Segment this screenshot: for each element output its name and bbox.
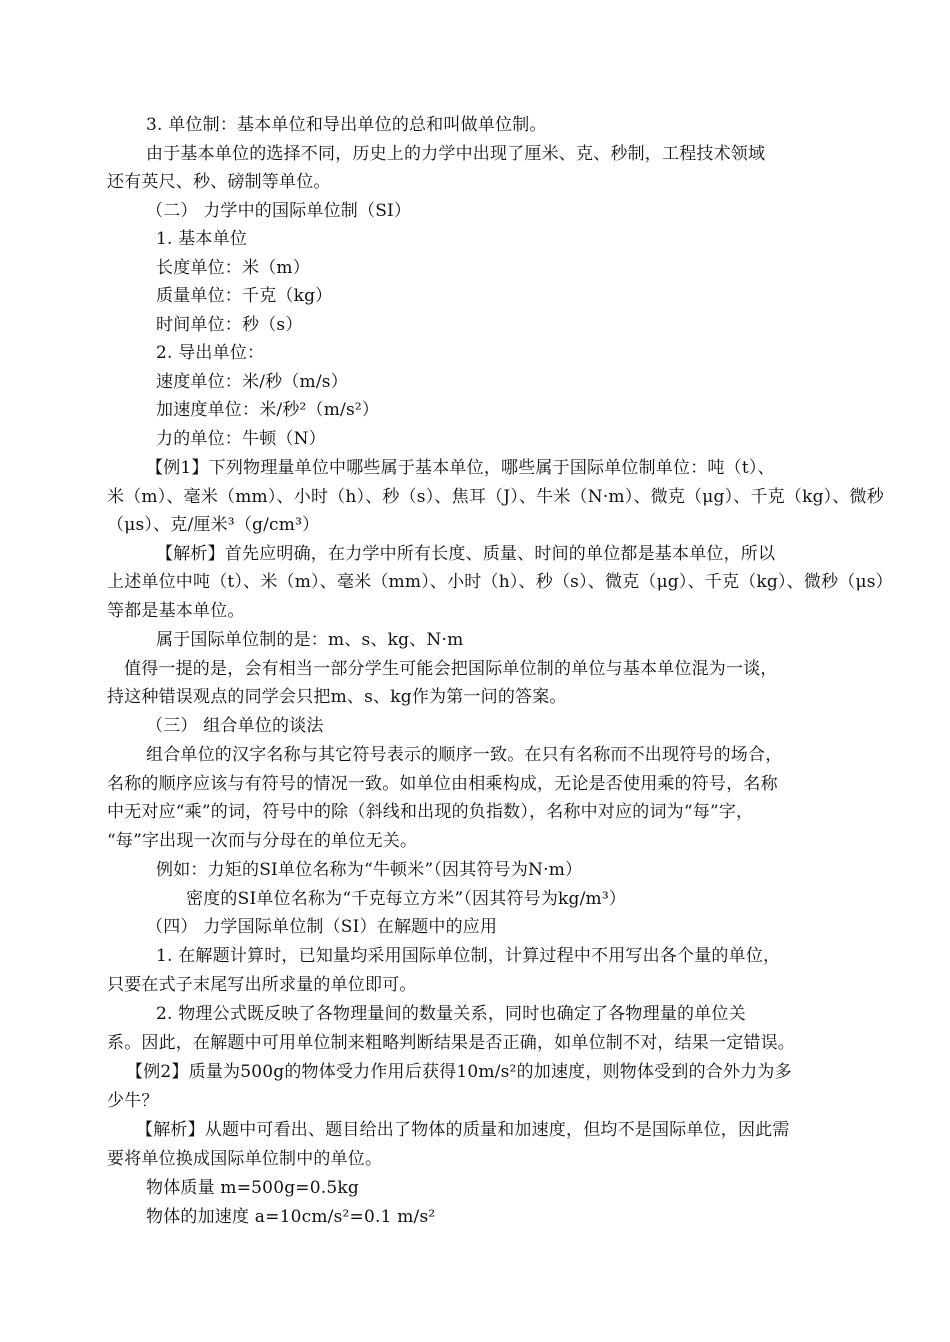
text-line: 长度单位：米（m） <box>156 258 310 278</box>
text-line: 由于基本单位的选择不同，历史上的力学中出现了厘米、克、秒制，工程技术领域 <box>146 144 766 164</box>
section-heading: （四） 力学国际单位制（SI）在解题中的应用 <box>146 917 498 937</box>
text-line: （μs）、克/厘米³（g/cm³） <box>107 515 320 535</box>
text-line: 加速度单位：米/秒²（m/s²） <box>156 400 380 420</box>
text-line: 米（m）、毫米（mm）、小时（h）、秒（s）、焦耳（J）、牛米（N·m）、微克（μg）、千克（kg）、微秒 <box>107 487 884 507</box>
text-line: 系。因此，在解题中可用单位制来粗略判断结果是否正确，如单位制不对，结果一定错误。 <box>107 1033 795 1053</box>
text-line: 2. 导出单位： <box>156 343 265 363</box>
section-heading: （二） 力学中的国际单位制（SI） <box>146 201 412 221</box>
text-line: 1. 基本单位 <box>156 229 248 249</box>
text-line: 少牛？ <box>107 1091 159 1111</box>
text-line: 3. 单位制：基本单位和导出单位的总和叫做单位制。 <box>146 115 547 135</box>
text-line: 名称的顺序应该与有符号的情况一致。如单位由相乘构成，无论是否使用乘的符号，名称 <box>107 774 778 794</box>
text-line: 2. 物理公式既反映了各物理量间的数量关系，同时也确定了各物理量的单位关 <box>156 1004 746 1024</box>
text-line: 组合单位的汉字名称与其它符号表示的顺序一致。在只有名称而不出现符号的场合， <box>146 745 783 765</box>
text-line: 时间单位：秒（s） <box>156 315 303 335</box>
text-line: 例如：力矩的SI单位名称为“牛顿米”（因其符号为N·m） <box>156 860 583 880</box>
text-line: 【解析】从题中可看出、题目给出了物体的质量和加速度，但均不是国际单位，因此需 <box>136 1120 790 1140</box>
text-line: 只要在式子末尾写出所求量的单位即可。 <box>107 975 417 995</box>
text-line: 质量单位：千克（kg） <box>156 286 333 306</box>
text-line: 物体的加速度 a=10cm/s²=0.1 m/s² <box>146 1207 436 1227</box>
text-line: 值得一提的是，会有相当一部分学生可能会把国际单位制的单位与基本单位混为一谈， <box>124 659 778 679</box>
text-line: 【解析】首先应明确，在力学中所有长度、质量、时间的单位都是基本单位，所以 <box>156 544 776 564</box>
text-line: 上述单位中吨（t）、米（m）、毫米（mm）、小时（h）、秒（s）、微克（μg）、千克（kg）、微秒（μs） <box>107 572 893 592</box>
text-line: 还有英尺、秒、磅制等单位。 <box>107 172 331 192</box>
text-line: 物体质量 m=500g=0.5kg <box>146 1178 359 1198</box>
text-line: 属于国际单位制的是：m、s、kg、N·m <box>156 630 464 650</box>
text-line: 中无对应“乘”的词，符号中的除（斜线和出现的负指数），名称中对应的词为“每”字， <box>107 802 754 822</box>
text-line: 速度单位：米/秒（m/s） <box>156 372 348 392</box>
text-line: 要将单位换成国际单位制中的单位。 <box>107 1149 383 1169</box>
text-line: 等都是基本单位。 <box>107 601 245 621</box>
text-line: 【例1】下列物理量单位中哪些属于基本单位，哪些属于国际单位制单位：吨（t）、 <box>146 458 775 478</box>
text-line: 1. 在解题计算时，已知量均采用国际单位制，计算过程中不用写出各个量的单位， <box>156 946 781 966</box>
text-line: 力的单位：牛顿（N） <box>156 429 326 449</box>
text-line: 持这种错误观点的同学会只把m、s、kg作为第一问的答案。 <box>107 687 567 707</box>
text-line: “每”字出现一次而与分母在的单位无关。 <box>107 831 418 851</box>
section-heading: （三） 组合单位的谈法 <box>146 716 324 736</box>
text-line: 【例2】质量为500g的物体受力作用后获得10m/s²的加速度，则物体受到的合外力为多 <box>126 1062 792 1082</box>
text-line: 密度的SI单位名称为“千克每立方米”（因其符号为kg/m³） <box>186 889 627 909</box>
